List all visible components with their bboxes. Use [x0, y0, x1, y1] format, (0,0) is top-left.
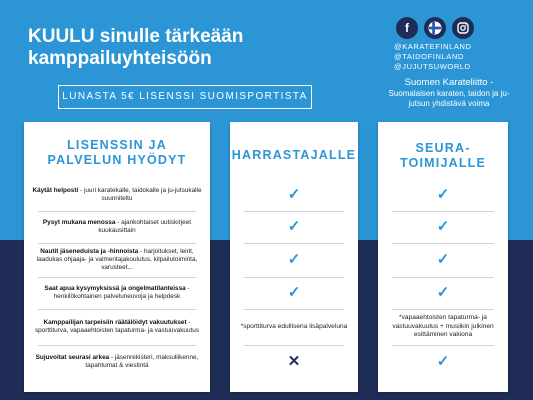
club-row: [384, 278, 502, 308]
benefit-text: - juuri karatekalle, taidokalle ja ju-jutsukalle suunniteltu: [78, 187, 202, 202]
hobbyist-row: [236, 244, 352, 276]
club-row: [384, 180, 502, 210]
cross-icon: ✕: [287, 353, 301, 370]
title-line-1: KUULU sinulle tärkeään: [28, 26, 244, 47]
hobbyist-row: [236, 180, 352, 210]
hobbyist-row: [236, 310, 352, 344]
benefit-text: - harjoitukset, leirit, laadukas ohjaaja- ja valmentajakoulutus, kilpailutoiminta, varusteet...: [36, 248, 198, 271]
handle-karate[interactable]: @KARATEFINLAND: [394, 42, 472, 51]
benefit-bold: Kamppailijan tarpeisiin räätälöidyt vakuutukset: [43, 319, 187, 326]
benefit-row: [30, 278, 204, 308]
check-icon: ✓: [436, 251, 450, 268]
benefit-text: - henkilökohtainen palveluneuvoja ja helpdesk: [53, 285, 190, 300]
benefit-bold: Sujuvoitat seurasi arkea: [35, 354, 110, 361]
check-icon: ✓: [436, 218, 450, 235]
benefit-bold: Käytät helposti: [32, 187, 79, 194]
instagram-icon[interactable]: [452, 17, 474, 39]
hobbyist-note: *sporttiturva edullisena lisäpalveluna: [240, 322, 348, 330]
finland-flag-icon: [428, 21, 442, 35]
club-note: *vapaaehtoisten tapaturma- ja vastuuvakuutus + musiikin julkinen esittäminen vakiona: [392, 314, 494, 339]
check-icon: ✓: [436, 284, 450, 301]
title-line-2: kamppailuyhteisöön: [28, 48, 212, 69]
social-icons: [396, 17, 474, 39]
benefit-text: - ajankohtaiset uutiskirjeet kuukausittain: [98, 219, 192, 234]
benefits-title-line-1: LISENSSIN JA: [67, 138, 167, 152]
check-icon: ✓: [287, 218, 301, 235]
page-title: [28, 26, 328, 70]
check-icon: ✓: [287, 186, 301, 203]
benefit-row: [30, 212, 204, 242]
benefits-card: [24, 122, 210, 392]
benefit-bold: Saat apua kysymyksissä ja ongelmatilanteissa: [44, 285, 186, 292]
club-row: [384, 346, 502, 378]
org-name: Suomen Karateliitto -: [404, 77, 494, 88]
check-icon: ✓: [436, 186, 450, 203]
club-card: [378, 122, 508, 392]
club-row: [384, 244, 502, 276]
handle-jujutsu[interactable]: @JUJUTSUWORLD: [394, 62, 471, 71]
benefit-bold: Pysyt mukana menossa: [42, 219, 116, 226]
hobbyist-title: HARRASTAJALLE: [231, 148, 357, 162]
club-title-line-2: TOIMIJALLE: [399, 156, 487, 170]
benefits-title: [24, 122, 210, 168]
license-cta-button[interactable]: LUNASTA 5€ LISENSSI SUOMISPORTISTA: [58, 85, 312, 109]
club-title-line-1: SEURA-: [415, 141, 471, 155]
org-tagline: Suomalaisen karaten, taidon ja ju-jutsun yhdistävä voima: [388, 89, 510, 108]
instagram-glyph: [457, 22, 469, 34]
benefit-text: - jäsenrekisteri, maksuliikenne, tapahtumat & viestintä: [85, 354, 199, 369]
benefit-bold: Nautit jäseneduista ja -hinnoista: [40, 248, 139, 255]
facebook-icon[interactable]: f: [396, 17, 418, 39]
flag-icon[interactable]: [424, 17, 446, 39]
benefit-row: [30, 310, 204, 344]
club-row: [384, 212, 502, 242]
handle-taido[interactable]: @TAIDOFINLAND: [394, 52, 464, 61]
club-title: [378, 122, 508, 171]
benefit-row: [30, 180, 204, 210]
social-handles: [394, 42, 472, 72]
hobbyist-row: [236, 346, 352, 378]
benefits-title-line-2: PALVELUN HYÖDYT: [47, 153, 187, 167]
check-icon: ✓: [287, 284, 301, 301]
benefit-row: [30, 244, 204, 276]
check-icon: ✓: [436, 353, 450, 370]
benefit-text: - sporttiturva, vapaaehtoisten tapaturma- ja vastuuvakuutus: [34, 319, 200, 334]
check-icon: ✓: [287, 251, 301, 268]
hobbyist-row: [236, 212, 352, 242]
benefit-row: [30, 346, 204, 378]
org-info: [384, 77, 514, 109]
hobbyist-row: [236, 278, 352, 308]
club-row: [384, 310, 502, 344]
hobbyist-card: [230, 122, 358, 392]
